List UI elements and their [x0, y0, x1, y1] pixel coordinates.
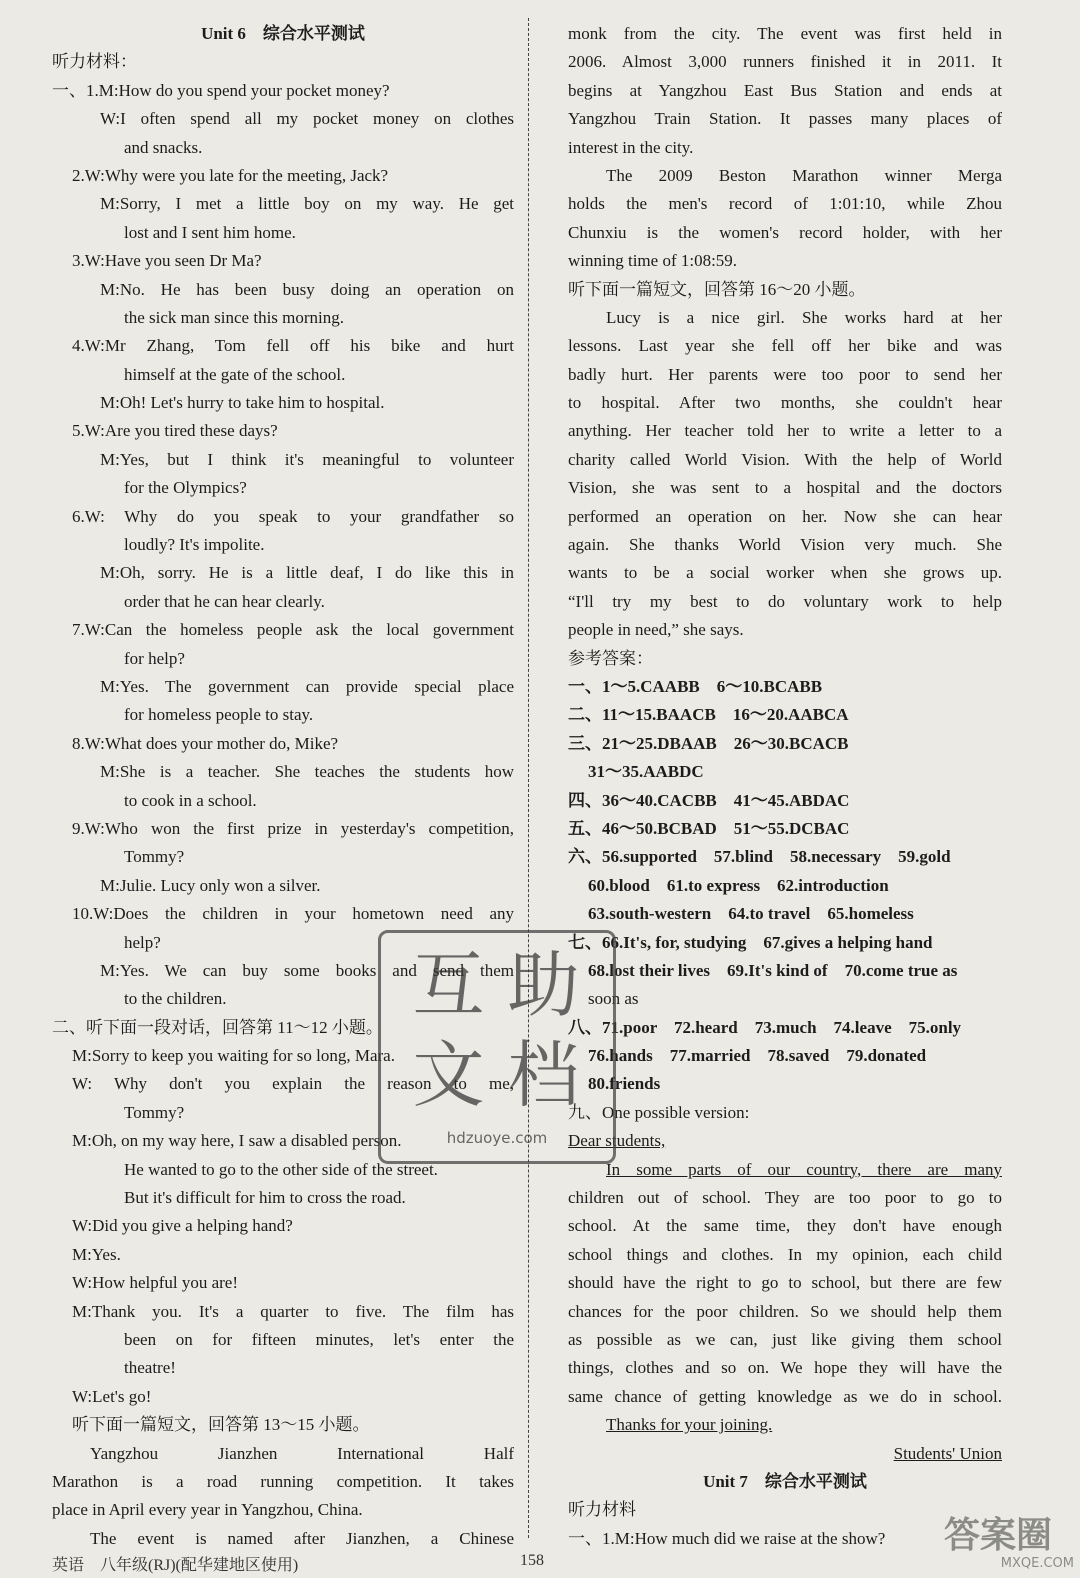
- text-line: loudly? It's impolite.: [124, 535, 265, 555]
- text-line: 一、1.M:How do you spend your pocket money?: [52, 80, 390, 100]
- text-line: M:Yes.: [72, 1244, 121, 1264]
- text-line: Unit 7 综合水平测试: [703, 1471, 867, 1491]
- text-line: 六、56.supported 57.blind 58.necessary 59.gold: [568, 847, 951, 867]
- text-line: Tommy?: [124, 1102, 185, 1122]
- text-line: school. At the same time, they don't have enough: [568, 1216, 1002, 1236]
- text-line: W:Let's go!: [72, 1386, 152, 1406]
- text-line: He wanted to go to the other side of the street.: [124, 1159, 438, 1179]
- watermark: [944, 1516, 1074, 1574]
- text-line: The 2009 Beston Marathon winner Merga: [606, 165, 1002, 185]
- text-line: 听力材料：: [52, 52, 137, 72]
- text-line: wants to be a social worker when she grows up.: [568, 563, 1002, 583]
- text-line: Chunxiu is the women's record holder, with her: [568, 222, 1002, 242]
- text-line: In some parts of our country, there are many: [606, 1159, 1002, 1179]
- left-column: [52, 20, 514, 1553]
- text-line: begins at Yangzhou East Bus Station and ends at: [568, 80, 1002, 100]
- text-line: again. She thanks World Vision very much. She: [568, 535, 1002, 555]
- text-line: Lucy is a nice girl. She works hard at her: [606, 307, 1002, 327]
- text-line: Tommy?: [124, 847, 185, 867]
- text-line: M:Oh, sorry. He is a little deaf, I do like this in: [100, 563, 514, 583]
- text-line: 60.blood 61.to express 62.introduction: [588, 875, 889, 895]
- text-line: W:Did you give a helping hand?: [72, 1216, 293, 1236]
- page-footer: 英语 八年级(RJ)(配华建地区使用): [52, 1557, 299, 1574]
- text-line: Students' Union: [893, 1443, 1002, 1463]
- text-line: interest in the city.: [568, 137, 694, 157]
- text-line: 九、One possible version:: [568, 1102, 750, 1122]
- text-line: should have the right to go to school, but there are few: [568, 1273, 1002, 1293]
- text-line: M:Oh! Let's hurry to take him to hospital.: [100, 393, 385, 413]
- text-line: soon as: [588, 989, 639, 1009]
- stamp: [378, 930, 616, 1164]
- text-line: The event is named after Jianzhen, a Chinese: [90, 1528, 514, 1548]
- text-line: 68.lost their lives 69.It's kind of 70.come true as: [588, 960, 958, 980]
- text-line: things, clothes and so on. We hope they will have the: [568, 1358, 1002, 1378]
- stamp-char: 文: [412, 1033, 485, 1117]
- text-line: “I'll try my best to do voluntary work to help: [568, 591, 1002, 611]
- text-line: 2006. Almost 3,000 runners finished it in 2011. It: [568, 52, 1002, 72]
- text-line: himself at the gate of the school.: [124, 364, 346, 384]
- text-line: as possible as we can, just like giving them school: [568, 1329, 1002, 1349]
- text-line: 一、1.M:How much did we raise at the show?: [568, 1528, 886, 1548]
- text-line: 听下面一篇短文，回答第 13～15 小题。: [72, 1415, 370, 1435]
- text-line: M:Sorry, I met a little boy on my way. He get: [100, 194, 514, 214]
- text-line: 听力材料: [568, 1500, 636, 1520]
- text-line: Unit 6 综合水平测试: [201, 24, 365, 43]
- text-line: 4.W:Mr Zhang, Tom fell off his bike and hurt: [72, 336, 514, 356]
- stamp-char: 互: [412, 943, 485, 1027]
- text-line: chances for the poor children. So we should help them: [568, 1301, 1002, 1321]
- text-line: children out of school. They are too poor to go to: [568, 1188, 1002, 1208]
- text-line: 76.hands 77.married 78.saved 79.donated: [588, 1046, 927, 1066]
- text-line: winning time of 1:08:59.: [568, 251, 738, 271]
- text-line: 七、66.It's, for, studying 67.gives a helping hand: [568, 932, 933, 952]
- text-line: 9.W:Who won the first prize in yesterday's competition,: [72, 818, 514, 838]
- text-line: same chance of getting knowledge as we do in school.: [568, 1386, 1002, 1406]
- text-line: 8.W:What does your mother do, Mike?: [72, 733, 339, 753]
- text-line: 听下面一篇短文，回答第 16～20 小题。: [568, 279, 866, 299]
- text-line: and snacks.: [124, 137, 203, 157]
- text-line: to the children.: [124, 989, 227, 1009]
- text-line: 三、21～25.DBAAB 26～30.BCACB: [568, 733, 849, 753]
- text-line: charity called World Vision. With the help of World: [568, 449, 1002, 469]
- text-line: holds the men's record of 1:01:10, while Zhou: [568, 194, 1002, 214]
- text-line: Yangzhou Train Station. It passes many places of: [568, 109, 1002, 129]
- stamp-char: 档: [507, 1033, 580, 1117]
- text-line: for the Olympics?: [124, 478, 247, 498]
- text-line: 10.W:Does the children in your hometown need any: [72, 904, 514, 924]
- text-line: M:Yes. We can buy some books and send them: [100, 960, 514, 980]
- text-line: 2.W:Why were you late for the meeting, Jack?: [72, 165, 389, 185]
- page-number: 158: [520, 1552, 544, 1569]
- text-line: Vision, she was sent to a hospital and the doctors: [568, 478, 1002, 498]
- text-line: M:Yes. The government can provide special place: [100, 676, 514, 696]
- text-line: 八、71.poor 72.heard 73.much 74.leave 75.only: [568, 1017, 962, 1037]
- text-line: M:Sorry to keep you waiting for so long, Mara.: [72, 1046, 395, 1066]
- text-line: M:Thank you. It's a quarter to five. The film has: [72, 1301, 514, 1321]
- text-line: anything. Her teacher told her to write a letter to a: [568, 421, 1002, 441]
- text-line: monk from the city. The event was first held in: [568, 24, 1002, 43]
- text-line: 3.W:Have you seen Dr Ma?: [72, 251, 262, 271]
- stamp-characters: [401, 941, 591, 1121]
- text-line: 7.W:Can the homeless people ask the local government: [72, 620, 514, 640]
- text-line: 5.W:Are you tired these days?: [72, 421, 278, 441]
- watermark-url: MXQE.COM: [1000, 1556, 1074, 1571]
- text-line: M:She is a teacher. She teaches the students how: [100, 762, 514, 782]
- text-line: place in April every year in Yangzhou, China.: [52, 1500, 363, 1520]
- text-line: theatre!: [124, 1358, 176, 1378]
- text-line: 四、36～40.CACBB 41～45.ABDAC: [568, 790, 850, 810]
- watermark-logo: 答案圈: [944, 1515, 1053, 1556]
- text-line: 80.friends: [588, 1074, 661, 1094]
- text-line: W:I often spend all my pocket money on clothes: [100, 109, 514, 129]
- text-line: 31～35.AABDC: [588, 762, 704, 782]
- column-divider: [528, 18, 529, 1538]
- text-line: 一、1～5.CAABB 6～10.BCABB: [568, 676, 823, 696]
- stamp-url: hdzuoye.com: [446, 1129, 548, 1147]
- text-line: school things and clothes. In my opinion, each child: [568, 1244, 1002, 1264]
- text-line: Thanks for your joining.: [606, 1415, 773, 1435]
- text-line: 参考答案：: [568, 648, 653, 668]
- text-line: 63.south-western 64.to travel 65.homeless: [588, 904, 914, 924]
- stamp-char: 助: [507, 943, 580, 1027]
- text-line: W: Why don't you explain the reason to me,: [72, 1074, 514, 1094]
- text-line: 二、听下面一段对话，回答第 11～12 小题。: [52, 1017, 383, 1037]
- text-line: order that he can hear clearly.: [124, 591, 325, 611]
- text-line: help?: [124, 932, 161, 952]
- text-line: M:Oh, on my way here, I saw a disabled person.: [72, 1131, 402, 1151]
- text-line: Yangzhou Jianzhen International Half: [90, 1443, 514, 1463]
- text-line: performed an operation on her. Now she can hear: [568, 506, 1002, 526]
- text-line: people in need,” she says.: [568, 620, 744, 640]
- text-line: M:Julie. Lucy only won a silver.: [100, 875, 321, 895]
- text-line: lessons. Last year she fell off her bike and was: [568, 336, 1002, 356]
- text-line: the sick man since this morning.: [124, 307, 345, 327]
- text-line: Dear students,: [568, 1131, 666, 1151]
- text-line: But it's difficult for him to cross the road.: [124, 1188, 406, 1208]
- text-line: Marathon is a road running competition. It takes: [52, 1471, 514, 1491]
- text-line: 6.W: Why do you speak to your grandfather so: [72, 506, 514, 526]
- text-line: for help?: [124, 648, 185, 668]
- text-line: 二、11～15.BAACB 16～20.AABCA: [568, 705, 849, 725]
- text-line: lost and I sent him home.: [124, 222, 296, 242]
- right-column: [568, 20, 1002, 1553]
- text-line: M:Yes, but I think it's meaningful to volunteer: [100, 449, 514, 469]
- text-line: to hospital. After two months, she couldn't hear: [568, 393, 1002, 413]
- text-line: been on for fifteen minutes, let's enter the: [124, 1329, 514, 1349]
- text-line: W:How helpful you are!: [72, 1273, 239, 1293]
- text-line: for homeless people to stay.: [124, 705, 314, 725]
- text-line: to cook in a school.: [124, 790, 257, 810]
- text-line: M:No. He has been busy doing an operation on: [100, 279, 514, 299]
- text-line: badly hurt. Her parents were too poor to send her: [568, 364, 1002, 384]
- text-line: 五、46～50.BCBAD 51～55.DCBAC: [568, 818, 850, 838]
